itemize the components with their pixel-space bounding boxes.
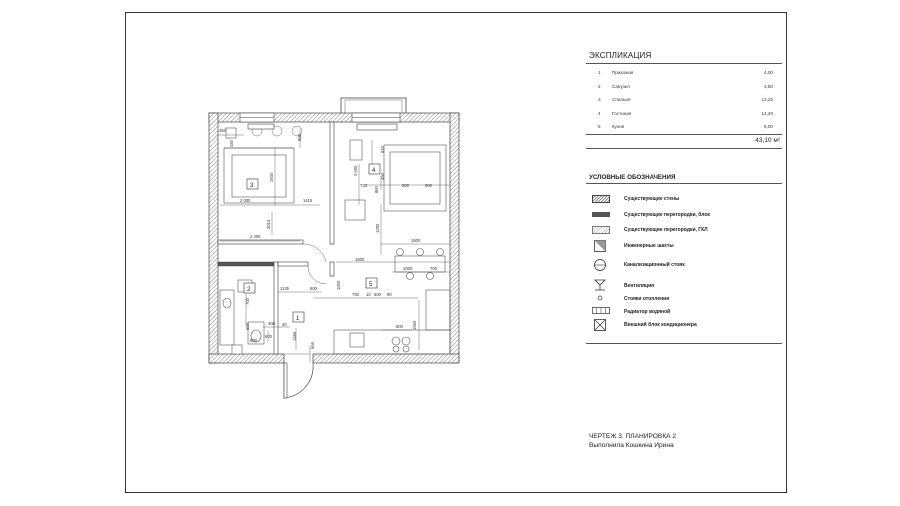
dim-40: 40 xyxy=(282,322,287,327)
dim-1650: 1650 xyxy=(412,320,417,330)
dim-860-a: 860 xyxy=(374,186,379,193)
explication-row xyxy=(589,108,777,121)
explication-bottom-rule xyxy=(586,134,782,135)
legend-item-sewer-riser xyxy=(589,259,779,273)
dim-600-d: 600 xyxy=(265,334,272,339)
room-name: Санузел xyxy=(612,84,630,89)
sofa xyxy=(345,140,446,220)
legend-label: Радиатор водяной xyxy=(624,309,671,315)
legend-label: Вентиляция xyxy=(624,283,655,289)
dim-1600-a: 1600 xyxy=(411,238,421,243)
room-number: 4 xyxy=(598,111,601,116)
dim-600-b: 600 xyxy=(374,292,381,297)
bathroom-fixtures xyxy=(220,280,264,354)
dim-1000: 1000 xyxy=(403,266,413,271)
existing-walls-icon xyxy=(592,195,610,203)
dim-700-a: 700 xyxy=(430,266,437,271)
drawing-author: Выполнила Кошкина Ирина xyxy=(589,442,674,449)
ventilation-icon xyxy=(594,279,606,291)
explication-top-rule xyxy=(586,63,782,64)
room-number: 1 xyxy=(598,70,601,75)
dim-900: 900 xyxy=(297,134,302,141)
radiators xyxy=(248,124,397,130)
explication-total-area: 43,10 м² xyxy=(755,137,780,144)
bed xyxy=(224,128,294,203)
sewer-riser-icon xyxy=(593,258,607,272)
dim-1415: 1415 xyxy=(303,198,313,203)
explication-row xyxy=(589,94,777,107)
legend-label: Внешний блок кондиционера xyxy=(624,322,697,328)
legend-label: Существующие перегородки, ГКЛ xyxy=(624,227,708,233)
room-number: 3 xyxy=(598,97,601,102)
room-name: Кухня xyxy=(612,124,625,129)
dim-2000: 2 000 xyxy=(240,198,251,203)
legend-item-engineering-shaft xyxy=(589,240,779,254)
legend-label: Канализационный стояк xyxy=(624,262,685,268)
dim-450: 450 xyxy=(219,128,226,133)
room-area: 3,50 xyxy=(764,84,773,89)
dim-700-vertical: 700 xyxy=(245,298,250,305)
dim-600-c: 600 xyxy=(396,324,403,329)
room-number: 5 xyxy=(598,124,601,129)
legend-item-existing-walls xyxy=(589,193,779,207)
room-name: Гостиная xyxy=(612,111,632,116)
room-number: 2 xyxy=(598,84,601,89)
water-radiator-icon xyxy=(592,307,610,314)
legend-label: Существующие перегородки, блок xyxy=(624,212,710,218)
dim-2405: 2 405 xyxy=(250,234,261,239)
dim-600-e: 600 xyxy=(250,338,257,343)
room-area: 14,40 xyxy=(761,111,773,116)
legend-item-ventilation xyxy=(589,280,779,294)
legend-item-water-radiator xyxy=(589,306,779,320)
dim-450-vertical: 450 xyxy=(229,140,234,147)
dim-2000-vertical: 2 000 xyxy=(353,165,358,176)
legend-title: УСЛОВНЫЕ ОБОЗНАЧЕНИЯ xyxy=(589,174,676,181)
room-area: 8,00 xyxy=(764,124,773,129)
heating-riser-icon xyxy=(597,295,603,301)
ac-outdoor-unit-icon xyxy=(594,319,606,331)
dim-1600-vertical: 1600 xyxy=(269,172,274,182)
dim-1290: 1290 xyxy=(375,223,380,233)
dim-400: 400 xyxy=(268,321,275,326)
dim-665: 665 xyxy=(310,342,315,349)
dim-600-vertical: 600 xyxy=(245,323,250,330)
legend-label: Существующие стены xyxy=(624,196,680,202)
room-area: 4,00 xyxy=(764,70,773,75)
dim-3010: 3010 xyxy=(266,219,271,229)
explication-row xyxy=(589,121,777,134)
dim-860-b: 860 xyxy=(425,183,432,188)
room-label-4: 4 xyxy=(372,168,376,174)
room-label-5: 5 xyxy=(369,282,373,288)
legend-item-ac-outdoor-unit xyxy=(589,319,779,333)
drawing-title: ЧЕРТЕЖ 3. ПЛАНИРОВКА 2 xyxy=(589,433,677,440)
entrance-door xyxy=(284,363,313,398)
interior-partitions xyxy=(218,122,334,354)
legend-item-gkl-partition xyxy=(589,224,779,238)
dim-1135: 1135 xyxy=(280,286,290,291)
room-area: 13,20 xyxy=(761,97,773,102)
dim-810: 810 xyxy=(380,146,385,153)
explication-row xyxy=(589,67,777,80)
room-name: Спальня xyxy=(612,97,631,102)
dim-1600-b: 1600 xyxy=(355,257,365,262)
explication-row xyxy=(589,81,777,94)
legend-item-block-partition xyxy=(589,209,779,223)
dim-600-a: 600 xyxy=(310,286,317,291)
legend-label: Инженерные шахты xyxy=(624,243,674,249)
legend-bottom-rule xyxy=(586,343,782,344)
dim-1000-vertical: 1000 xyxy=(336,280,341,290)
block-partition-icon xyxy=(592,212,610,217)
room-label-3: 3 xyxy=(250,183,254,189)
room-label-2: 2 xyxy=(247,287,251,293)
legend-label: Стояки отопления xyxy=(624,296,670,302)
dimension-texts xyxy=(219,128,438,349)
dim-1465: 1465 xyxy=(292,331,297,341)
dim-90: 90 xyxy=(387,292,392,297)
dim-700-b: 700 xyxy=(352,292,359,297)
dim-450-b: 450 xyxy=(380,173,385,180)
room-label-1: 1 xyxy=(296,316,300,322)
kitchen-set xyxy=(334,249,450,355)
dim-500: 500 xyxy=(402,183,409,188)
gkl-partition-icon xyxy=(592,226,610,234)
explication-title: ЭКСПЛИКАЦИЯ xyxy=(589,51,652,60)
room-name: Прихожая xyxy=(612,70,634,75)
legend-title-rule xyxy=(586,183,782,184)
explication-total-rule xyxy=(586,148,782,149)
dim-10: 10 xyxy=(366,292,371,297)
dim-733: 733 xyxy=(360,183,367,188)
legend-item-heating-riser xyxy=(589,293,779,307)
engineering-shaft-icon xyxy=(594,240,606,252)
